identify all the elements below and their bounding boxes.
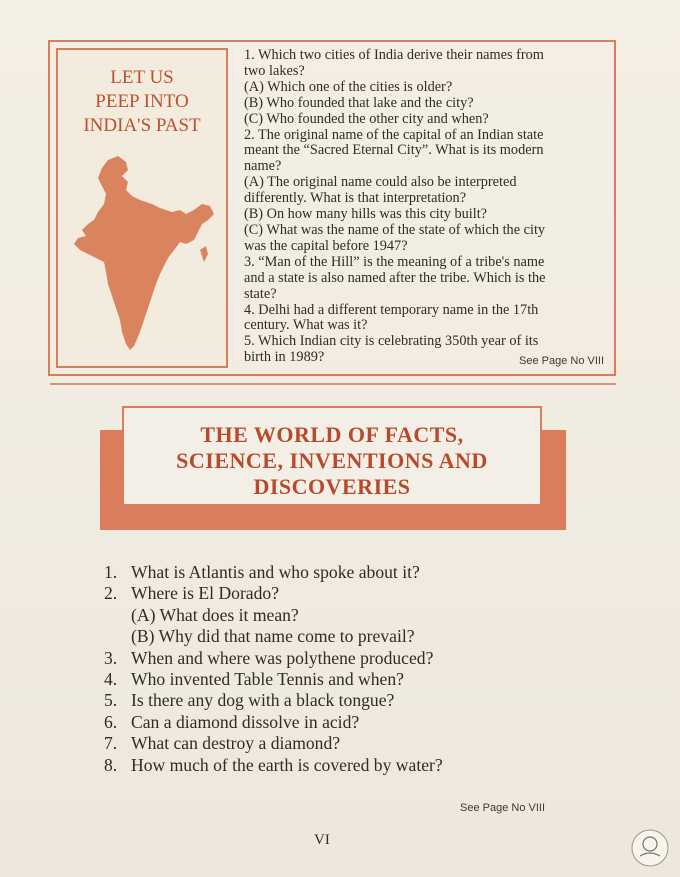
question-number: 8. (104, 754, 118, 775)
sub-question-item (104, 626, 584, 647)
quiz-line: differently. What is that interpretation? (244, 190, 467, 207)
quiz-line: name? (244, 158, 282, 175)
india-map-icon (68, 154, 218, 354)
question-item (104, 562, 584, 583)
quiz-line: (C) Who founded the other city and when? (244, 110, 489, 127)
question-text: When and where was polythene produced? (131, 647, 434, 668)
facts-banner (122, 406, 542, 506)
question-number: 2. (104, 583, 118, 604)
question-item (104, 669, 584, 690)
watermark-logo (630, 828, 670, 868)
question-text: What is Atlantis and who spoke about it? (131, 562, 420, 582)
question-number: 1. (104, 562, 118, 582)
question-item (104, 648, 584, 669)
section-divider (50, 383, 616, 385)
see-page-reference: See Page No VIII (460, 802, 545, 814)
banner-title-line: DISCOVERIES (253, 474, 411, 499)
question-number: 3. (104, 647, 118, 668)
banner-title (124, 422, 540, 500)
page-number: VI (314, 832, 330, 848)
quiz-heading-line: INDIA'S PAST (83, 115, 201, 136)
question-item (104, 733, 584, 754)
question-item (104, 583, 584, 604)
quiz-line: 4. Delhi had a different temporary name in the 17th (244, 301, 539, 318)
quiz-line: was the capital before 1947? (244, 237, 408, 254)
quiz-line: 1. Which two cities of India derive their names from (244, 47, 544, 63)
question-text: (B) Why did that name come to prevail? (131, 626, 415, 647)
question-number: 6. (104, 711, 118, 732)
sub-question-item (104, 605, 584, 626)
quiz-heading-line: PEEP INTO (95, 91, 189, 112)
quiz-line: (A) Which one of the cities is older? (244, 78, 453, 95)
quiz-heading-line: LET US (110, 67, 174, 88)
question-item (104, 712, 584, 733)
quiz-line: and a state is also named after the tribe. Which is the (244, 269, 546, 286)
quiz-line: 2. The original name of the capital of an Indian state (244, 126, 544, 143)
see-page-reference: See Page No VIII (519, 355, 604, 368)
quiz-line: two lakes? (244, 62, 305, 79)
question-item (104, 755, 584, 776)
quiz-line: (A) The original name could also be interpreted (244, 174, 517, 191)
banner-title-line: SCIENCE, INVENTIONS AND (176, 448, 488, 473)
quiz-heading (58, 66, 226, 138)
quiz-line: (B) On how many hills was this city built? (244, 206, 488, 223)
facts-question-list (104, 562, 584, 776)
banner-title-line: THE WORLD OF FACTS, (200, 422, 464, 447)
quiz-line: 5. Which Indian city is celebrating 350th year of its (244, 333, 539, 350)
india-quiz-box (48, 40, 616, 376)
question-text: How much of the earth is covered by water? (131, 754, 443, 775)
quiz-side-panel (56, 48, 228, 368)
question-text: Is there any dog with a black tongue? (131, 690, 395, 711)
question-text: Can a diamond dissolve in acid? (131, 711, 360, 732)
quiz-line: meant the “Sacred Eternal City”. What is its modern (244, 142, 544, 159)
question-text: Where is El Dorado? (131, 583, 280, 604)
question-text: Who invented Table Tennis and when? (131, 669, 404, 690)
quiz-line: state? (244, 285, 277, 302)
quiz-line: 3. “Man of the Hill” is the meaning of a tribe's name (244, 253, 545, 270)
question-text: What can destroy a diamond? (131, 733, 341, 754)
quiz-line: birth in 1989? (244, 349, 325, 366)
quiz-line: (C) What was the name of the state of which the city (244, 221, 546, 238)
quiz-line: century. What was it? (244, 317, 368, 334)
question-item (104, 690, 584, 711)
quiz-line: (B) Who founded that lake and the city? (244, 94, 474, 111)
quiz-questions (244, 48, 612, 374)
question-number: 4. (104, 669, 118, 690)
question-number: 5. (104, 690, 118, 711)
question-text: (A) What does it mean? (131, 604, 299, 625)
question-number: 7. (104, 733, 118, 754)
